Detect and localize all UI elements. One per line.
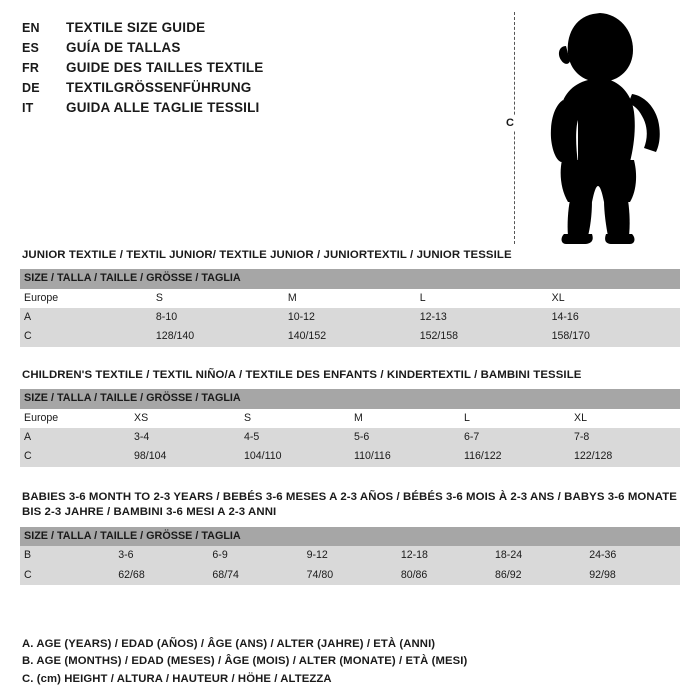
language-code: EN bbox=[22, 21, 40, 35]
cell: 110/116 bbox=[354, 450, 391, 463]
children-size-table bbox=[20, 389, 680, 466]
table-row bbox=[20, 289, 680, 308]
cell: 12-13 bbox=[419, 311, 447, 324]
table-subheader-label: SIZE / TALLA / TAILLE / GRÖSSE / TAGLIA bbox=[24, 392, 241, 405]
table-row bbox=[20, 566, 680, 585]
cell: 24-36 bbox=[589, 549, 617, 562]
section-title: JUNIOR TEXTILE / TEXTIL JUNIOR/ TEXTILE JUNIOR / JUNIORTEXTIL / JUNIOR TESSILE bbox=[22, 249, 512, 261]
language-title: GUIDA ALLE TAGLIE TESSILI bbox=[66, 100, 260, 115]
cell: XL bbox=[574, 411, 587, 424]
section-title: CHILDREN'S TEXTILE / TEXTIL NIÑO/A / TEXTILE DES ENFANTS / KINDERTEXTIL / BAMBINI TESSILE bbox=[22, 369, 582, 381]
language-row bbox=[22, 60, 502, 75]
cell: 86/92 bbox=[495, 568, 522, 581]
language-title: TEXTILGRÖSSENFÜHRUNG bbox=[66, 80, 252, 95]
cell: 9-12 bbox=[306, 549, 328, 562]
table-subheader-row bbox=[20, 269, 680, 288]
cell: 152/158 bbox=[419, 330, 459, 343]
cell: 80/86 bbox=[400, 568, 428, 581]
cell: 74/80 bbox=[306, 568, 334, 581]
cell: 7-8 bbox=[574, 431, 590, 444]
language-code: ES bbox=[22, 41, 40, 55]
cell: XS bbox=[134, 411, 149, 424]
table-row bbox=[20, 546, 680, 565]
cell: 116/122 bbox=[464, 450, 502, 463]
cell: S bbox=[244, 411, 252, 424]
cell: 18-24 bbox=[495, 549, 523, 562]
cell: 158/170 bbox=[551, 330, 590, 343]
language-row bbox=[22, 20, 502, 35]
row-label: A bbox=[24, 311, 32, 324]
row-label: B bbox=[24, 549, 32, 562]
cell: M bbox=[354, 411, 363, 424]
cell: 6-9 bbox=[212, 549, 228, 562]
table-row bbox=[20, 409, 680, 428]
cell: 62/68 bbox=[118, 568, 145, 581]
section-children bbox=[20, 368, 680, 467]
cell: 104/110 bbox=[244, 450, 282, 463]
section-junior bbox=[20, 248, 680, 347]
cell: 3-4 bbox=[134, 431, 150, 444]
language-title: GUÍA DE TALLAS bbox=[66, 40, 181, 55]
cell: 128/140 bbox=[155, 330, 195, 343]
height-label: C bbox=[506, 117, 514, 129]
language-row bbox=[22, 100, 502, 115]
table-subheader-label: SIZE / TALLA / TAILLE / GRÖSSE / TAGLIA bbox=[24, 272, 241, 285]
child-figure-illustration bbox=[502, 8, 682, 248]
table-subheader-row bbox=[20, 389, 680, 408]
cell: L bbox=[419, 291, 426, 304]
junior-size-table bbox=[20, 269, 680, 346]
language-code: DE bbox=[22, 81, 40, 95]
cell: 98/104 bbox=[134, 450, 167, 463]
cell: 4-5 bbox=[244, 431, 260, 444]
legend-line-a: A. AGE (YEARS) / EDAD (AÑOS) / ÂGE (ANS) / ALTER (JAHRE) / ETÀ (ANNI) bbox=[22, 637, 436, 650]
row-label: A bbox=[24, 431, 32, 444]
row-label: Europe bbox=[24, 291, 59, 304]
language-code: IT bbox=[22, 101, 34, 115]
row-label: C bbox=[24, 450, 32, 463]
row-label: C bbox=[24, 568, 32, 581]
language-title-list bbox=[22, 20, 502, 120]
language-title: TEXTILE SIZE GUIDE bbox=[66, 20, 206, 35]
cell: L bbox=[464, 411, 470, 424]
toddler-silhouette-icon bbox=[530, 10, 680, 248]
table-row bbox=[20, 308, 680, 327]
language-code: FR bbox=[22, 61, 40, 75]
table-row bbox=[20, 327, 680, 346]
cell: 10-12 bbox=[287, 311, 315, 324]
language-row bbox=[22, 40, 502, 55]
table-row bbox=[20, 428, 680, 447]
cell: 140/152 bbox=[287, 330, 327, 343]
cell: 92/98 bbox=[589, 568, 616, 581]
cell: 5-6 bbox=[354, 431, 370, 444]
legend-block bbox=[22, 636, 682, 689]
cell: M bbox=[287, 291, 297, 304]
table-subheader-row bbox=[20, 527, 680, 546]
cell: 122/128 bbox=[574, 450, 613, 463]
section-babies bbox=[20, 490, 680, 585]
cell: S bbox=[155, 291, 163, 304]
language-row bbox=[22, 80, 502, 95]
legend-line-c: C. (cm) HEIGHT / ALTURA / HAUTEUR / HÖHE / ALTEZZA bbox=[22, 672, 332, 685]
cell: XL bbox=[551, 291, 565, 304]
babies-size-table bbox=[20, 527, 680, 585]
cell: 14-16 bbox=[551, 311, 579, 324]
cell: 8-10 bbox=[155, 311, 178, 324]
section-title: BABIES 3-6 MONTH TO 2-3 YEARS / BEBÉS 3-6 MESES A 2-3 AÑOS / BÉBÉS 3-6 MOIS À 2-3 ANS / BABYS 3-6 MONATE BIS 2-3 JAHRE / BAMBINI 3-6 MESI A 2-3 ANNI bbox=[22, 491, 677, 519]
language-title: GUIDE DES TAILLES TEXTILE bbox=[66, 60, 264, 75]
legend-line-b: B. AGE (MONTHS) / EDAD (MESES) / ÂGE (MOIS) / ALTER (MONATE) / ETÀ (MESI) bbox=[22, 655, 468, 667]
cell: 6-7 bbox=[464, 431, 480, 444]
row-label: Europe bbox=[24, 411, 59, 424]
cell: 3-6 bbox=[118, 549, 134, 562]
cell: 12-18 bbox=[400, 549, 428, 562]
cell: 68/74 bbox=[212, 568, 239, 581]
table-row bbox=[20, 447, 680, 466]
row-label: C bbox=[24, 330, 32, 343]
table-subheader-label: SIZE / TALLA / TAILLE / GRÖSSE / TAGLIA bbox=[24, 529, 241, 542]
